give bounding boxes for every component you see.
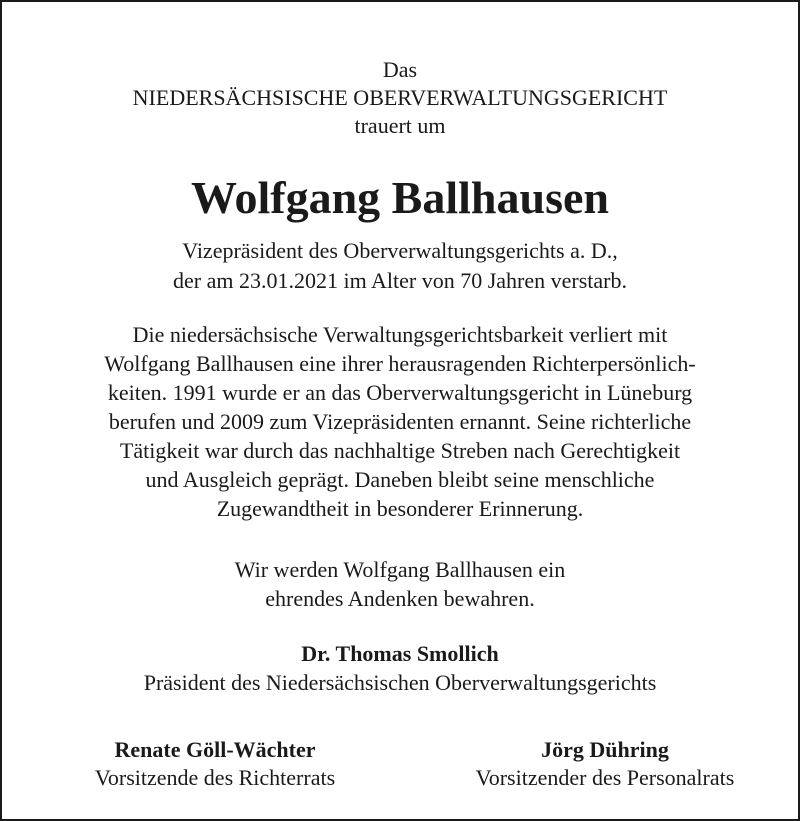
signatory-role-right: Vorsitzender des Personalrats [475, 765, 735, 790]
tribute-line: berufen und 2009 zum Vizepräsidenten ernannt. Seine richterliche [108, 409, 692, 434]
death-line: der am 23.01.2021 im Alter von 70 Jahren verstarb. [173, 268, 627, 293]
tribute-line: Wolfgang Ballhausen eine ihrer herausragenden Richterpersönlich- [104, 351, 696, 376]
signatory-name-left: Renate Göll-Wächter [114, 737, 316, 762]
tribute-line: Zugewandtheit in besonderer Erinnerung. [216, 496, 584, 521]
deceased-title: Vizepräsident des Oberverwaltungsgerichts a. D., [182, 238, 618, 263]
intro-text: Das [382, 57, 418, 82]
tribute-line: Tätigkeit war durch das nachhaltige Streben nach Gerechtigkeit [119, 438, 681, 463]
president-role: Präsident des Niedersächsischen Oberverwaltungsgerichts [143, 670, 657, 695]
tribute-line: und Ausgleich geprägt. Daneben bleibt seine menschliche [145, 467, 655, 492]
tribute-line: Die niedersächsische Verwaltungsgerichtsbarkeit verliert mit [132, 322, 668, 347]
remembrance-line: ehrendes Andenken bewahren. [265, 586, 535, 611]
signatory-role-left: Vorsitzende des Richterrats [94, 765, 336, 790]
president-name: Dr. Thomas Smollich [301, 641, 499, 666]
remembrance-line: Wir werden Wolfgang Ballhausen ein [234, 557, 566, 582]
signatory-name-right: Jörg Dühring [541, 737, 669, 762]
institution-name: NIEDERSÄCHSISCHE OBERVERWALTUNGSGERICHT [132, 85, 668, 110]
tribute-line: keiten. 1991 wurde er an das Oberverwaltungsgericht in Lüneburg [107, 380, 693, 405]
deceased-name: Wolfgang Ballhausen [191, 172, 609, 223]
mourns-text: trauert um [354, 113, 446, 138]
